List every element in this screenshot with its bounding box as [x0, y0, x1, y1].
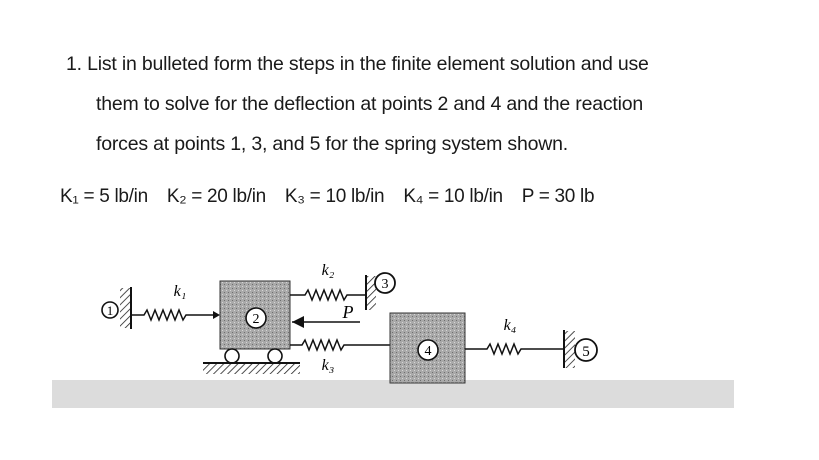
spring-k1: [131, 310, 213, 320]
node-1-marker: [102, 302, 118, 318]
question-line-1-text: List in bulleted form the steps in the finite element solution and use: [87, 53, 649, 75]
node-4-marker: [418, 340, 438, 360]
param-k2: K₂ = 20 lb/in: [166, 186, 266, 207]
node-3-marker: [375, 273, 395, 293]
node-2-marker: [246, 308, 266, 328]
roller-left: [225, 349, 239, 363]
wall-node-5: [564, 330, 575, 368]
node-2-label: 2: [252, 312, 260, 327]
wall-node-1: [120, 287, 131, 329]
param-k1: K₁ = 5 lb/in: [60, 186, 148, 207]
node-5-marker: [575, 339, 597, 361]
question-number: 1.: [66, 53, 82, 75]
node-5-label: 5: [582, 344, 590, 360]
label-k3: k₃: [321, 357, 335, 374]
label-k1: k₁: [173, 283, 187, 300]
force-p-arrowhead: [292, 316, 304, 328]
node-4-label: 4: [424, 344, 432, 359]
question-line-2: them to solve for the deflection at points 2 and 4 and the reaction: [96, 93, 644, 115]
param-p: P = 30 lb: [521, 186, 595, 207]
arrowhead-k1: [213, 311, 220, 319]
node-3-label: 3: [381, 277, 389, 292]
roller-right: [268, 349, 282, 363]
label-p: P: [342, 302, 354, 322]
spring-k3: [290, 340, 390, 350]
ground-hatch: [203, 364, 300, 374]
spring-k4: [465, 344, 563, 354]
spring-k2: [290, 290, 365, 300]
label-k2: k₂: [321, 262, 335, 279]
question-line-3: forces at points 1, 3, and 5 for the spring system shown.: [96, 133, 569, 155]
param-k3: K₃ = 10 lb/in: [284, 186, 385, 207]
label-k4: k₄: [503, 317, 517, 334]
node-1-label: 1: [106, 303, 114, 318]
param-k4: K₄ = 10 lb/in: [403, 186, 503, 207]
